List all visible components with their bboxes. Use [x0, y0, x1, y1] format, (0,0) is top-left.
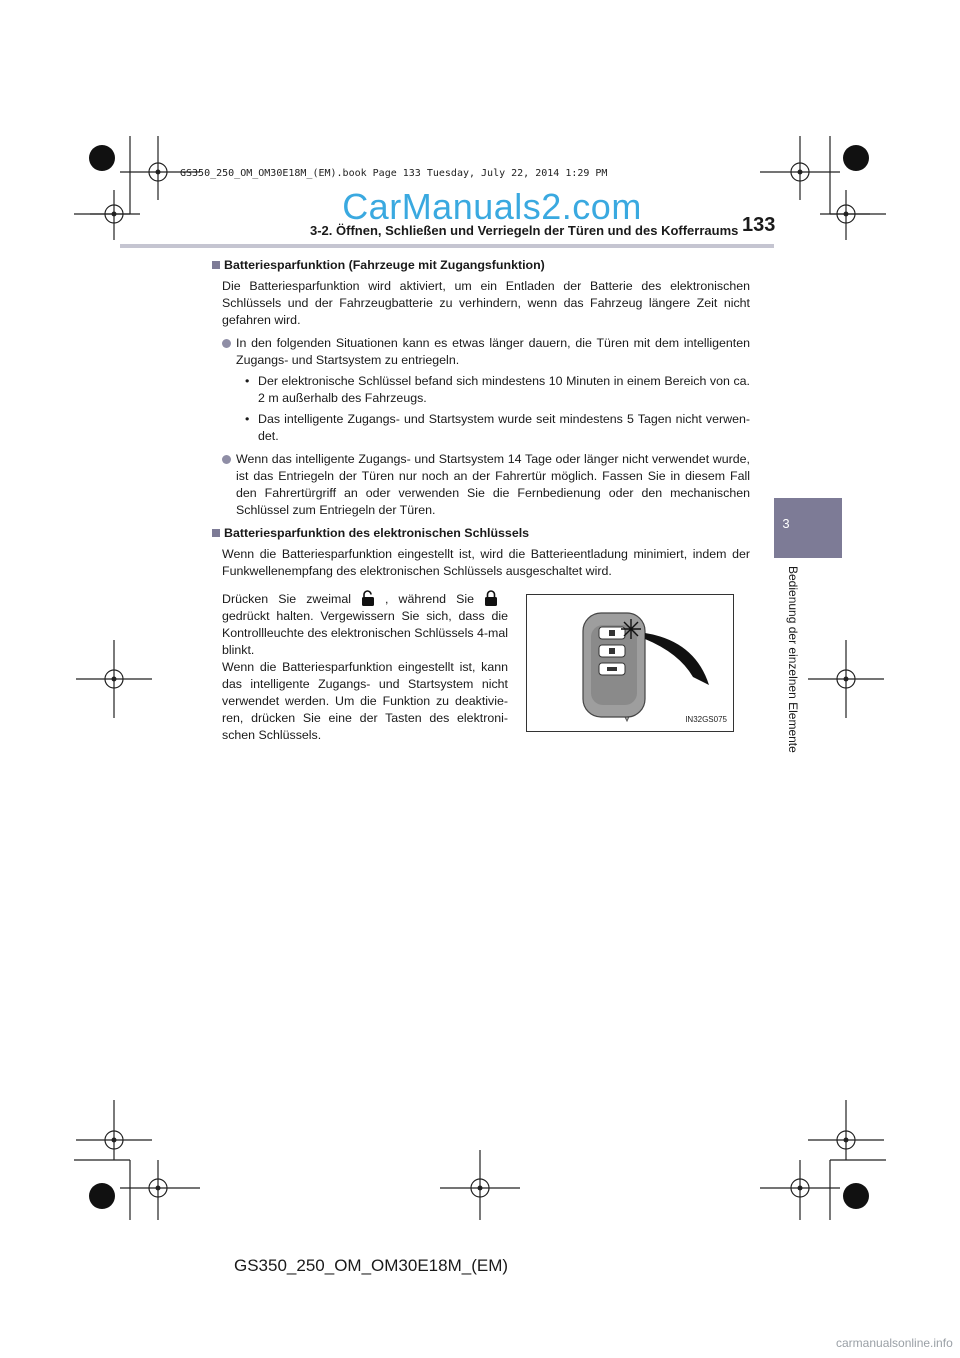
page-content — [212, 257, 750, 760]
instruction-with-figure — [212, 590, 750, 760]
heading-battery-saving: Batteriesparfunktion (Fahrzeuge mit Zugangsfunktion) — [212, 257, 750, 274]
sub-item-5-days: • Das intelligente Zugangs- und Startsystem wurde seit mindestens 5 Tagen nicht verwen-det. — [245, 412, 750, 443]
bullet: • — [245, 374, 250, 388]
list-item-14-days: Wenn das intelligente Zugangs- und Startsystem 14 Tage oder länger nicht verwendet wurde, ist das Entriegeln der Türen nur noch an der Fahrertür möglich. Fassen Sie in diesem Fall den Fahrertürgriff an oder verwenden Sie die Fernbedienung oder den mechanischen Schlüssel zum Entriegeln der Türen. — [212, 451, 750, 519]
section-title: 3-2. Öffnen, Schließen und Verriegeln der Türen und des Kofferraums — [310, 223, 739, 238]
key-fob-figure — [526, 594, 734, 732]
heading-key-battery-saving: Batteriesparfunktion des elektronischen Schlüssels — [212, 525, 750, 542]
watermark-bottom: carmanualsonline.info — [836, 1336, 953, 1350]
figure-code: IN32GS075 — [685, 715, 727, 724]
header-rule — [120, 244, 774, 248]
page-number: 133 — [742, 214, 776, 236]
watermark-top: CarManuals2.com — [342, 186, 642, 227]
footer-book-code: GS350_250_OM_OM30E18M_(EM) — [234, 1256, 509, 1275]
print-info-line: GS350_250_OM_OM30E18M_(EM).book Page 133 Tuesday, July 22, 2014 1:29 PM — [180, 168, 608, 179]
lock-icon — [484, 590, 498, 606]
chapter-tab-label: Bedienung der einzelnen Elemente — [786, 566, 800, 753]
sub-item-10-minutes: • Der elektronische Schlüssel befand sich mindestens 10 Minuten in einem Bereich von ca. 2 m außerhalb des Fahrzeugs. — [245, 374, 750, 405]
bullet: • — [245, 412, 250, 426]
list-item-situations: In den folgenden Situationen kann es etwas länger dauern, die Türen mit dem intelligenten Zugangs- und Startsystem zu entriegeln. — [212, 335, 750, 369]
paragraph-key-intro: Wenn die Batteriesparfunktion eingestellt ist, wird die Batterieentladung minimiert, indem der Funkwellenempfang des elektronischen Schlüssels ausgeschaltet wird. — [222, 547, 750, 578]
instruction-text: Drücken Sie zweimal , während Sie gedrückt halten. Vergewissern Sie sich, dass die Kontrollleuchte des elektronischen Schlüssels 4-mal blinkt. Wenn die Batteriesparfunktion eingestellt ist, kann das intelligente Zugangs- und Startsystem nicht verwendet werden. Um die Funktion zu deaktivie-ren, drücken Sie eine der Tasten des elektroni-schen Schlüssels. — [222, 592, 508, 742]
unlock-icon — [361, 590, 375, 606]
chapter-tab-number: 3 — [782, 516, 790, 531]
paragraph-intro: Die Batteriesparfunktion wird aktiviert, um ein Entladen der Batterie des elektronischen Schlüssels und der Fahrzeugbatterie zu verhindern, wenn das Fahrzeug längere Zeit nicht gefahren wird. — [222, 279, 750, 327]
